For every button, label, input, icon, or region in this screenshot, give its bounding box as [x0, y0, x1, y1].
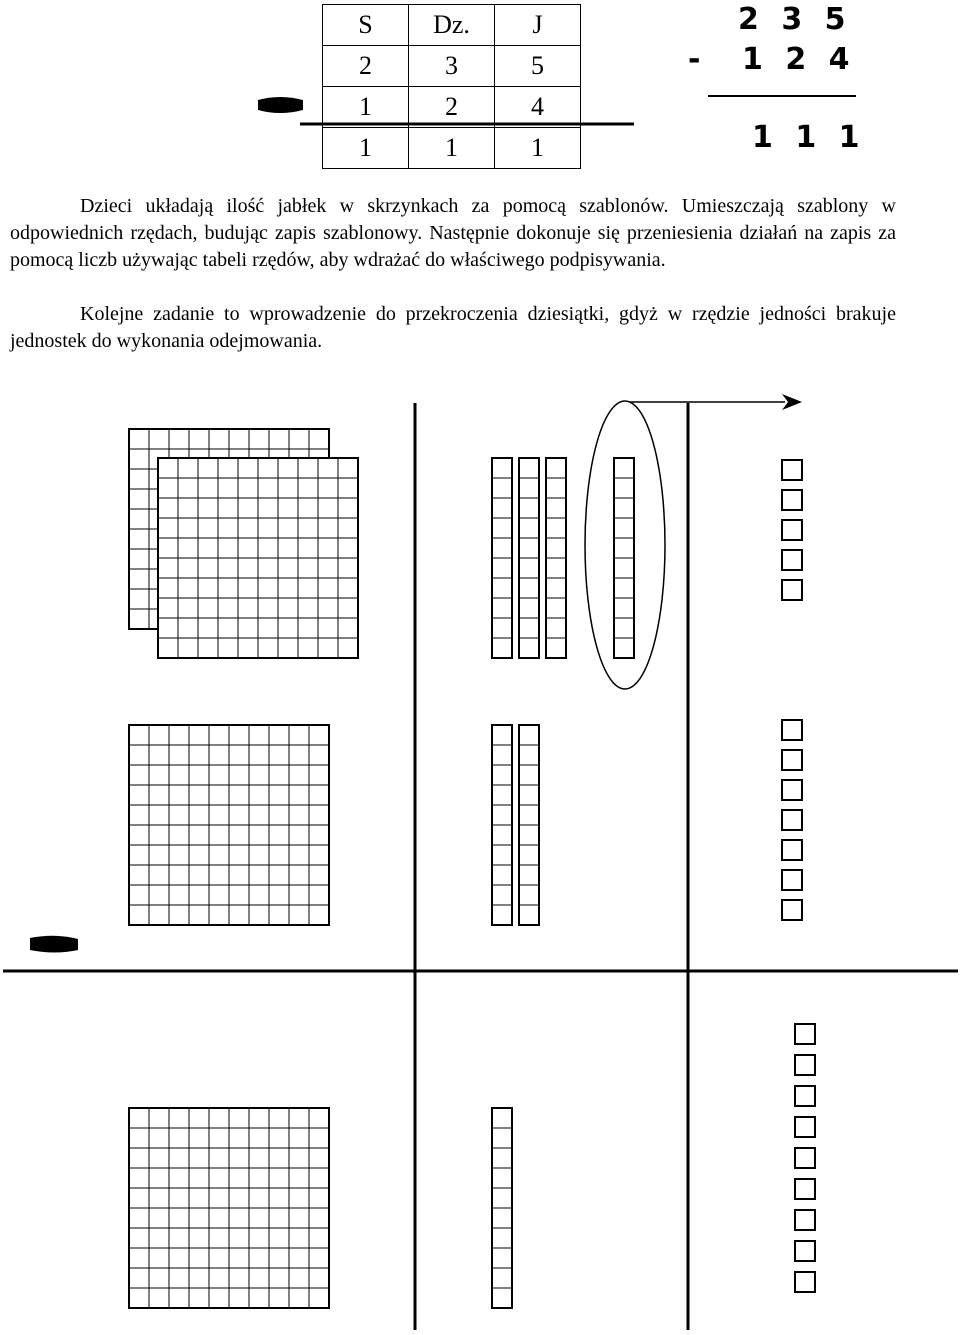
table-cell: 1	[409, 128, 495, 169]
unit-cube	[795, 1241, 815, 1261]
paragraph-1: Dzieci układają ilość jabłek w skrzynkach za pomocą szablonów. Umieszczają szablony w odpowiednich rzędach, budując zapis szablonowy. Następnie dokonuje się przeniesienia działań na zapis za pomocą liczb używając tabeli rzędów, aby wdrażać do właściwego podpisywania.	[10, 195, 896, 271]
unit-cube	[782, 490, 802, 510]
ten-rod	[519, 458, 539, 658]
header-ones: J	[495, 5, 581, 46]
marker-minus-sign-lower	[30, 936, 78, 953]
minus-sign: -	[688, 42, 707, 77]
unit-cube	[782, 720, 802, 740]
unit-cube	[782, 460, 802, 480]
table-cell: 1	[323, 87, 409, 128]
unit-cube	[782, 840, 802, 860]
unit-cube	[795, 1117, 815, 1137]
unit-cube	[795, 1148, 815, 1168]
unit-cube	[782, 550, 802, 570]
unit-cube	[782, 520, 802, 540]
header-tens: Dz.	[409, 5, 495, 46]
unit-cube	[795, 1055, 815, 1075]
table-cell: 5	[495, 46, 581, 87]
ten-rod	[519, 725, 539, 925]
subtrahend: 1 2 4	[742, 42, 856, 77]
unit-cube	[782, 870, 802, 890]
header-hundreds: S	[323, 5, 409, 46]
unit-cube	[782, 580, 802, 600]
ten-rod	[546, 458, 566, 658]
unit-cube	[795, 1086, 815, 1106]
hundred-block	[129, 725, 329, 925]
ten-rod	[492, 458, 512, 658]
ten-rod	[492, 1108, 512, 1308]
minuend: 2 3 5	[738, 2, 852, 37]
unit-cube	[795, 1179, 815, 1199]
unit-cube	[795, 1210, 815, 1230]
table-cell: 1	[495, 128, 581, 169]
table-cell: 2	[409, 87, 495, 128]
hundred-block	[158, 458, 358, 658]
ten-rod	[492, 725, 512, 925]
unit-cube	[782, 900, 802, 920]
table-cell: 4	[495, 87, 581, 128]
table-cell: 1	[323, 128, 409, 169]
unit-cube	[795, 1272, 815, 1292]
marker-minus-sign	[258, 97, 303, 113]
unit-cube	[782, 780, 802, 800]
unit-cube	[782, 750, 802, 770]
unit-cube	[782, 810, 802, 830]
table-cell: 2	[323, 46, 409, 87]
table-cell: 3	[409, 46, 495, 87]
hundred-block	[129, 1108, 329, 1308]
unit-cube	[795, 1024, 815, 1044]
result: 1 1 1	[752, 120, 866, 155]
paragraph-2: Kolejne zadanie to wprowadzenie do przekroczenia dziesiątki, gdyż w rzędzie jedności brakuje jednostek do wykonania odejmowania.	[10, 303, 896, 352]
ten-rod	[614, 458, 634, 658]
